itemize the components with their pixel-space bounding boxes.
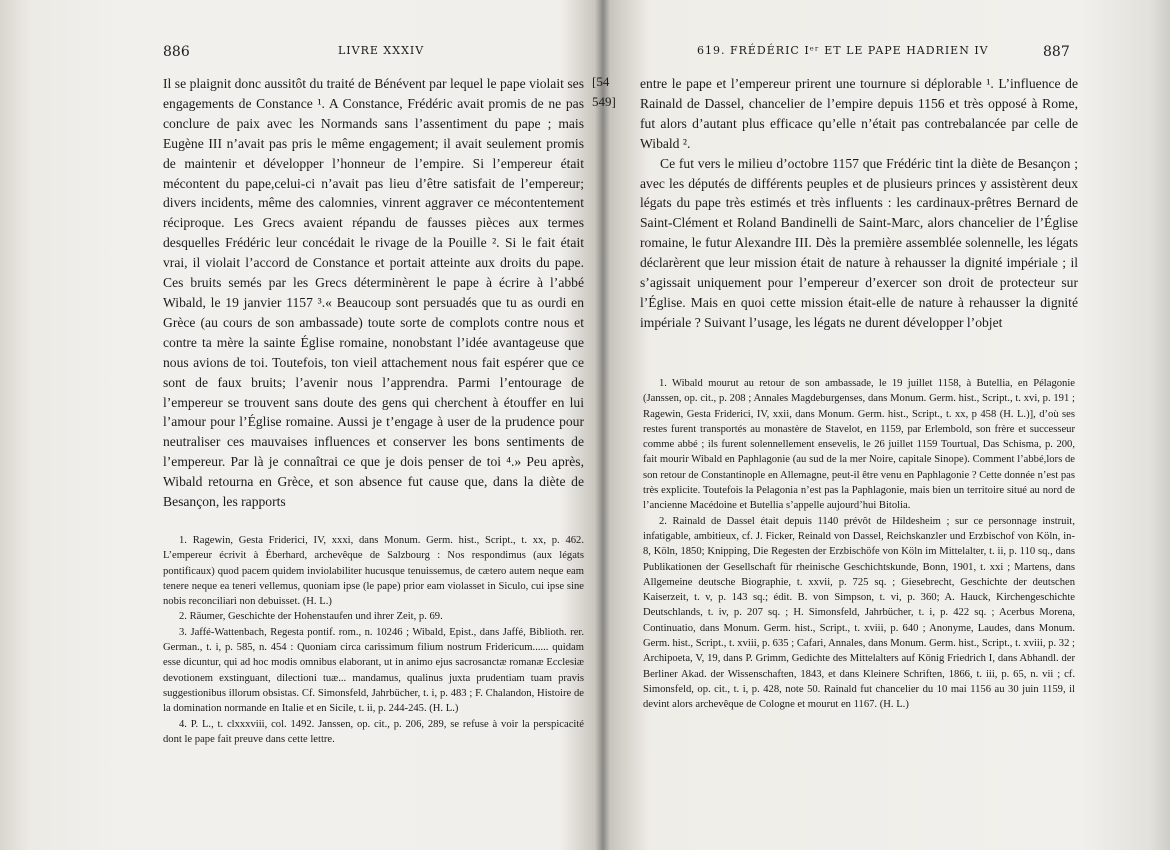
right-page — [592, 0, 1170, 850]
footnotes — [643, 376, 1075, 713]
footnote: 2. Räumer, Geschichte der Hohenstaufen und ihrer Zeit, p. 69. — [179, 611, 443, 623]
main-text — [640, 74, 1078, 333]
margin-reference: [54 — [592, 74, 610, 89]
main-text — [163, 74, 584, 512]
footnotes — [163, 533, 584, 747]
page-number: 886 — [163, 44, 190, 60]
running-head: 619. FRÉDÉRIC Iᵉʳ ET LE PAPE HADRIEN IV — [697, 44, 989, 57]
body-paragraph: entre le pape et l’empereur prirent une tournure si déplorable ¹. L’influence de Rainald de Dassel, chancelier de l’empire depuis 1156 et très opposé à Rome, fut alors d’autant plus efficace qu’elle n’était pas contrebalancée par celle de Wibald ². — [640, 76, 1078, 151]
footnote: 2. Rainald de Dassel était depuis 1140 prévôt de Hildesheim ; sur ce personnage instruit, infatigable, ambitieux, cf. J. Ficker, Reinald von Dassel, Reichskanzler und Erzbischof von Köln, in-8, Köln, 1850; Knipping, Die Regesten der Erzbischöfe von Köln im Mittelalter, t. ii, p. 110 sq., dans Publikationen der Gesellschaft für rheinische Geschichtskunde, Bonn, 1901, t. xxi ; Martens, dans Allgemeine deutsche Biographie, t. xxvii, p. 725 sq. ; Giesebrecht, Geschichte der deutschen Kaiserzeit, t. v, p. 143 sq.; édit. B. von Simpson, t. vi, p. 360; A. Hauck, Kirchengeschichte Deutschlands, t. iv, p. 207 sq. ; H. Simonsfeld, Jahrbücher, t. i, p. 422 sq. ; Acerbus Morena, Continuatio, dans Monum. Germ. hist., Script., t. xviii, p. 640 ; Anonyme, Laudes, dans Monum. Germ. hist., Script., t. xviii, p. 635 ; Cafari, Annales, dans Monum. Germ. hist., Script., t. xviii, p. 32 ; Archipoeta, V, 19, dans P. Grimm, Gedichte des Mittelalters auf König Friedrich I, dans Abhandl. der Berliner Akad. der Wissenschaften, 1843, et dans Kleinere Schriften, 1866, t. iii, p. 65, n. vii ; cf. Simonsfeld, op. cit., t. i, p. 428, note 50. Rainald fut chancelier du 10 mai 1156 au 30 juin 1159, il devint alors archevêque de Cologne et mourut en 1167. (H. L.) — [643, 515, 1075, 711]
body-paragraph: Ce fut vers le milieu d’octobre 1157 que Frédéric tint la diète de Besançon ; avec les députés de différents peuples et de plusieurs princes y assistèrent deux légats du pape très estimés et très influents : les cardinaux-prêtres Bernard de Saint-Clément et Roland Bandinelli de Saint-Marc, alors chancelier de l’Église romaine, le futur Alexandre III. Dès la première assemblée solennelle, les légats déclarèrent que leur mission était de nature à rehausser la dignité impériale ; il s’agissait uniquement pour l’empereur d’exercer son droit de protecteur sur l’Église. Mais en quoi cette mission était-elle de nature à rehausser la dignité impériale ? Suivant l’usage, les légats ne durent développer l’objet — [640, 155, 1078, 330]
margin-reference: 549] — [592, 94, 616, 109]
footnote: 1. Wibald mourut au retour de son ambassade, le 19 juillet 1158, à Butellia, en Pélagonie (Janssen, op. cit., p. 208 ; Annales Magdeburgenses, dans Monum. Germ. hist., Script., t. xvi, p. 191 ; Ragewin, Gesta Friderici, IV, xxii, dans Monum. Germ. hist., Script., t. xx, p 458 (H. L.)], d’où ses restes furent transportés au monastère de Stavelot, en 1159, par Erlembold, son frère et successeur comme abbé ; ils furent solennellement ensevelis, le 26 juillet 1159 Tourtual, Das Schisma, p. 200, fait mourir Wibald en Paphlagonie (au sud de la mer Noire, capitale Sinope). Comment l’abbé,lors de son retour de Constantinople en Allemagne, peut-il être venu en Paphlagonie ? Cette donnée n’est pas très explicite. Toutefois la Pelagonia n’est pas la Paphlagonie, mais bien un territoire situé au nord de l’ancienne Macédoine et Butellia s’appelle aujourd’hui Bitolia. — [643, 378, 1075, 512]
footnote: 4. P. L., t. clxxxviii, col. 1492. Janssen, op. cit., p. 206, 289, se refuse à voir la perspicacité dont le pape fait preuve dans cette lettre. — [163, 718, 584, 745]
page-number: 887 — [1043, 44, 1070, 60]
body-paragraph: Il se plaignit donc aussitôt du traité de Bénévent par lequel le pape violait ses engagements de Constance ¹. A Constance, Frédéric avait promis de ne pas conclure de paix avec les Normands sans l’assentiment du pape ; mais Eugène III n’avait pas pris le même engagement; il avait seulement promis de maintenir et développer l’honneur de l’empire. Si l’empereur était mécontent du pape,celui-ci n’avait pas lieu d’être satisfait de l’empereur; divers incidents, même des calomnies, vinrent aggraver ce mécontentement réciproque. Les Grecs avaient répandu de fausses pièces aux termes desquelles Frédéric leur concédait le rivage de la Pouille ². Si le fait était vrai, il violait l’accord de Constance et portait atteinte aux droits du pape. Ces bruits semés par les Grecs déterminèrent le pape à écrire à l’abbé Wibald, le 19 janvier 1157 ³.« Beaucoup sont persuadés que tu as ourdi en Grèce (au cours de son ambassade) toute sorte de complots contre nous et contre ta mère la sainte Église romaine, nonobstant l’idée avantageuse que nous avions de toi. Toutefois, ton vieil attachement nous fait espérer que ce sont de faux bruits; l’avenir nous l’apprendra. Parmi l’entourage de l’empereur se trouvent sans doute des gens qui cherchent à étouffer en lui l’amour pour l’Église romaine. Aussi je t’engage à user de la prudence pour neutraliser ces mauvaises influences et conserver les bons sentiments de l’empereur. Par là je connaîtrai ce que je dois penser de toi ⁴.» Peu après, Wibald retourna en Grèce, et son absence fut cause que, dans la diète de Besançon, les rapports — [163, 76, 584, 510]
footnote: 1. Ragewin, Gesta Friderici, IV, xxxi, dans Monum. Germ. hist., Script., t. xx, p. 462. L’empereur écrivit à Éberhard, archevêque de Salzbourg : Nos respondimus (aux légats pontificaux) quod pacem quidem inviolabiliter hucusque tenuissemus, de cætero autem neque eam tenere neque ea teneri vellemus, quoniam ipse (le pape) prior eam violasset in Siculo, cui ipse sine nobis reconciliari non debuisset. (H. L.) — [163, 535, 584, 608]
running-head: LIVRE XXXIV — [338, 44, 425, 57]
footnote: 3. Jaffé-Wattenbach, Regesta pontif. rom., n. 10246 ; Wibald, Epist., dans Jaffé, Biblioth. rer. German., t. i, p. 585, n. 454 : Quoniam circa carissimum filium nostrum Fridericum...... quidam esse dicuntur, qui ad hoc modis omnibus elaborant, ut in animo ejus sacrosanctæ romanæ Ecclesiæ devotionem exstinguant, dilectioni tuæ... mandamus, qualinus juxta prudentiam tuam pravis suggestionibus illorum obsistas. Cf. Simonsfeld, Jahrbücher, t. i, p. 483 ; F. Chalandon, Histoire de la domination normande en Italie et en Sicile, t. ii, p. 244-245. (H. L.) — [163, 626, 584, 715]
